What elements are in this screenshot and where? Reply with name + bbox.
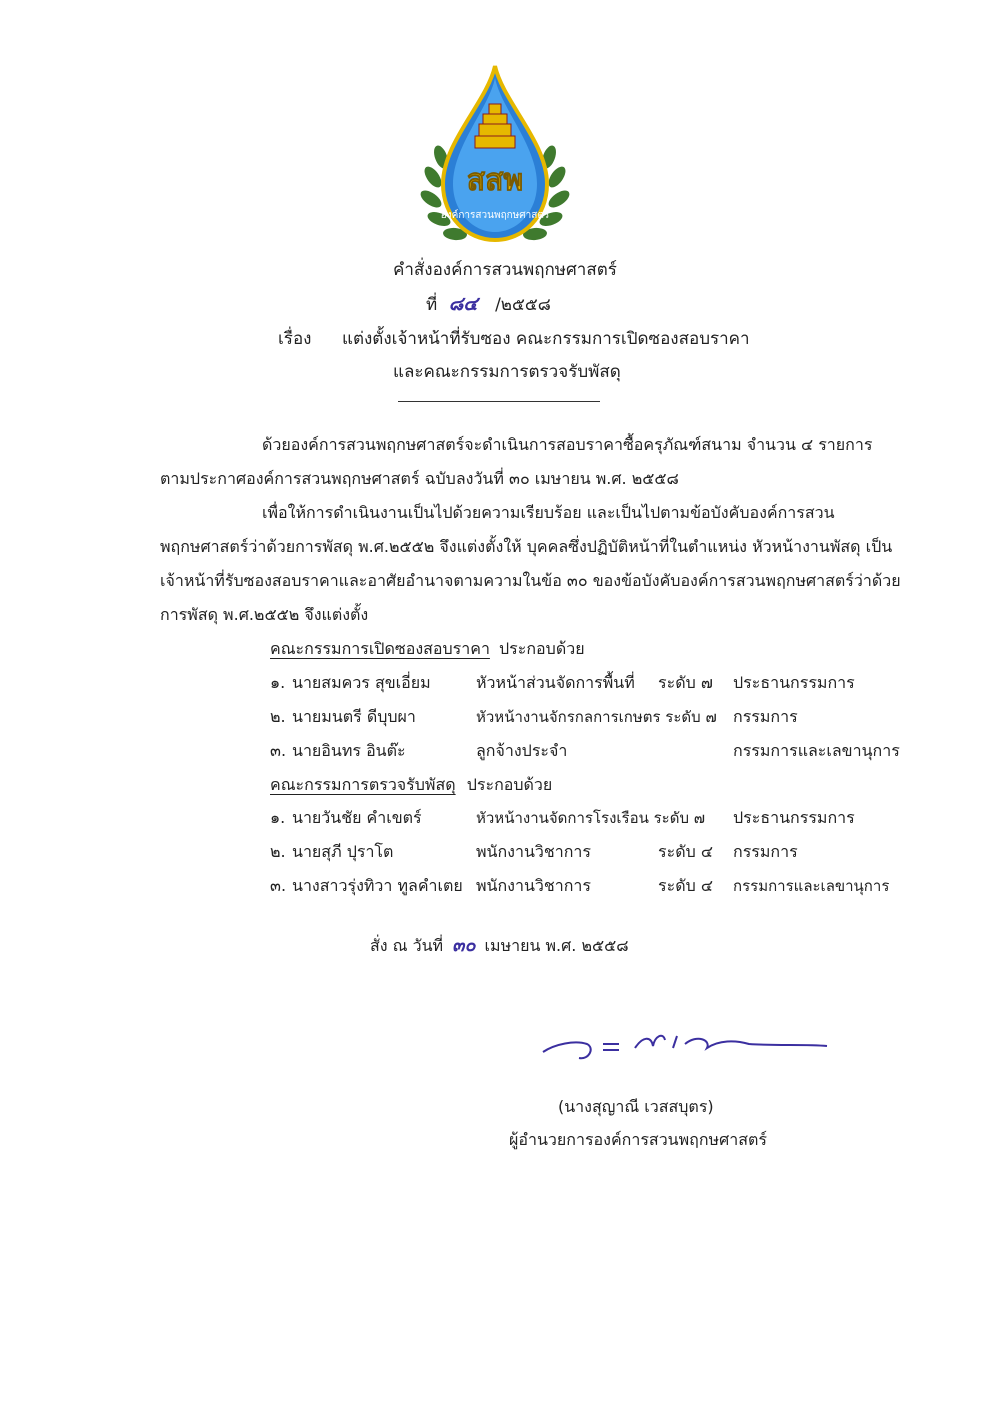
paragraph-2-line-1: เพื่อให้การดำเนินงานเป็นไปด้วยความเรียบร้อย และเป็นไปตามข้อบังคับองค์การสวน: [262, 503, 835, 522]
signature: [535, 1018, 835, 1068]
committee-2-member-1-role: ประธานกรรมการ: [733, 808, 855, 827]
order-number-year: /๒๕๕๘: [495, 295, 551, 315]
committee-2-member-3-level: ระดับ ๔: [658, 876, 713, 895]
paragraph-1-line-2: ตามประกาศองค์การสวนพฤกษศาสตร์ ฉบับลงวันที่ ๓๐ เมษายน พ.ศ. ๒๕๕๘: [160, 469, 679, 488]
signatory-name: (นางสุญาณี เวสสบุตร): [558, 1097, 714, 1116]
committee-2-suffix: ประกอบด้วย: [466, 775, 553, 794]
committee-2-member-3-no: ๓.: [270, 876, 287, 895]
order-date-prefix: สั่ง ณ วันที่: [370, 936, 444, 955]
committee-2-member-2-no: ๒.: [270, 842, 286, 861]
paragraph-2-line-2: พฤกษศาสตร์ว่าด้วยการพัสดุ พ.ศ.๒๕๕๒ จึงแต่งตั้งให้ บุคคลซึ่งปฏิบัติหน้าที่ในตำแหน่ง หัวหน้างานพัสดุ เป็น: [160, 537, 893, 556]
committee-2-member-1-no: ๑.: [270, 808, 286, 827]
order-number-prefix: ที่: [426, 295, 438, 315]
committee-1-member-1-position: หัวหน้าส่วนจัดการพื้นที่: [476, 673, 635, 692]
order-number-line: [426, 289, 551, 319]
committee-1-member-2-position: หัวหน้างานจักรกลการเกษตร ระดับ ๗: [476, 708, 717, 726]
committee-1-member-1-no: ๑.: [270, 673, 286, 692]
committee-2-member-2-level: ระดับ ๔: [658, 842, 713, 861]
order-number-handwritten: ๘๔: [448, 293, 478, 315]
committee-2-member-1-name: นายวันชัย คำเขตร์: [292, 808, 422, 827]
svg-text:สสพ: สสพ: [466, 163, 524, 198]
subject-line-2: และคณะกรรมการตรวจรับพัสดุ: [393, 362, 621, 382]
committee-1-member-1-level: ระดับ ๗: [658, 673, 713, 692]
committee-2-member-2-name: นายสุภี ปุราโต: [292, 842, 394, 861]
committee-2-member-1-position: หัวหน้างานจัดการโรงเรือน ระดับ ๗: [476, 809, 706, 827]
committee-2-member-2-role: กรรมการ: [733, 842, 798, 861]
committee-1-member-1-role: ประธานกรรมการ: [733, 673, 855, 692]
paragraph-2-line-4: การพัสดุ พ.ศ.๒๕๕๒ จึงแต่งตั้ง: [160, 605, 369, 624]
committee-2-member-2-position: พนักงานวิชาการ: [476, 842, 591, 861]
committee-1-member-3-position: ลูกจ้างประจำ: [476, 741, 568, 760]
subject-label: เรื่อง: [278, 329, 312, 349]
committee-2-member-3-role: กรรมการและเลขานุการ: [733, 877, 890, 895]
order-date-line: [370, 930, 629, 959]
svg-text:องค์การสวนพฤกษศาสตร์: องค์การสวนพฤกษศาสตร์: [440, 210, 550, 221]
committee-1-title: คณะกรรมการเปิดซองสอบราคา: [270, 639, 490, 658]
committee-2-member-3-name: นางสาวรุ่งทิวา ทูลคำเตย: [292, 876, 463, 895]
signatory-title: ผู้อำนวยการองค์การสวนพฤกษศาสตร์: [509, 1130, 767, 1149]
order-date-rest: เมษายน พ.ศ. ๒๕๕๘: [484, 936, 629, 955]
subject-line-1: แต่งตั้งเจ้าหน้าที่รับซอง คณะกรรมการเปิดซองสอบราคา: [342, 329, 750, 349]
committee-1-member-2-name: นายมนตรี ดีบุบผา: [292, 707, 416, 726]
committee-1-member-2-role: กรรมการ: [733, 707, 798, 726]
paragraph-1-line-1: ด้วยองค์การสวนพฤกษศาสตร์จะดำเนินการสอบราคาซื้อครุภัณฑ์สนาม จำนวน ๔ รายการ: [262, 435, 873, 454]
committee-2-heading: [270, 773, 552, 798]
committee-1-member-1-name: นายสมควร สุขเอี่ยม: [292, 673, 431, 692]
committee-1-member-3-no: ๓.: [270, 741, 287, 760]
committee-1-member-3-name: นายอินทร อินต๊ะ: [292, 741, 406, 760]
header-divider: [398, 401, 600, 402]
committee-1-member-3-role: กรรมการและเลขานุการ: [733, 741, 900, 760]
committee-1-suffix: ประกอบด้วย: [499, 639, 585, 658]
committee-1-member-2-no: ๒.: [270, 707, 286, 726]
committee-2-member-3-position: พนักงานวิชาการ: [476, 876, 591, 895]
organization-logo: [395, 62, 595, 247]
org-title: คำสั่งองค์การสวนพฤกษศาสตร์: [393, 260, 617, 280]
committee-2-title: คณะกรรมการตรวจรับพัสดุ: [270, 775, 456, 794]
paragraph-2-line-3: เจ้าหน้าที่รับซองสอบราคาและอาศัยอำนาจตามความในข้อ ๓๐ ของข้อบังคับองค์การสวนพฤกษศาสตร์ว่าด้วย: [160, 571, 901, 590]
committee-1-heading: [270, 637, 585, 662]
order-date-day-handwritten: ๓๐: [452, 935, 476, 956]
